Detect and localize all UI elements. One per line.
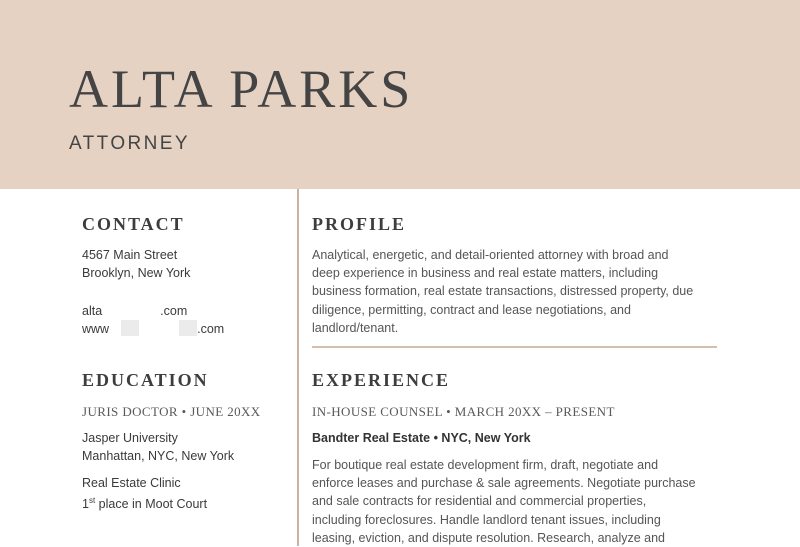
email-start: alta	[82, 304, 103, 318]
award-number: 1	[82, 497, 89, 512]
header-band	[0, 0, 800, 189]
website-link[interactable]	[82, 320, 282, 338]
address-line-1: 4567 Main Street	[82, 248, 178, 262]
email-end: .com	[160, 304, 188, 318]
profile-summary	[312, 246, 722, 337]
award-suffix: st	[88, 496, 96, 505]
experience-line: leasing, eviction, and dispute resolution. Research, analyze and	[312, 530, 665, 545]
column-divider	[297, 189, 299, 546]
section-divider	[312, 346, 717, 348]
redaction-block	[121, 320, 139, 336]
school-location: Manhattan, NYC, New York	[82, 449, 235, 463]
education-school	[82, 429, 234, 465]
education-activities	[82, 474, 207, 513]
profile-line: landlord/tenant.	[312, 320, 399, 335]
activity-clinic: Real Estate Clinic	[82, 476, 181, 490]
experience-line: including foreclosures. Handle landlord tenant issues, including	[312, 512, 661, 527]
candidate-name: ALTA PARKS	[69, 59, 414, 119]
experience-company: Bandter Real Estate • NYC, New York	[312, 431, 531, 445]
experience-description	[312, 456, 722, 547]
school-name: Jasper University	[82, 431, 178, 445]
experience-line: For boutique real estate development firm, draft, negotiate and	[312, 458, 659, 472]
profile-line: Analytical, energetic, and detail-oriented attorney with broad and	[312, 248, 669, 262]
redaction-block	[179, 320, 197, 336]
activity-award	[82, 492, 207, 513]
profile-line: business formation, real estate transactions, distressed property, due	[312, 284, 694, 299]
contact-address	[82, 246, 190, 282]
job-title: ATTORNEY	[69, 133, 190, 154]
web-start: www	[82, 322, 110, 336]
education-heading: EDUCATION	[82, 370, 209, 390]
award-text: place in Moot Court	[95, 497, 208, 512]
experience-line: and sale contracts for residential and commercial properties,	[312, 494, 647, 509]
experience-line: enforce leases and purchase & sale agreements. Negotiate purchase	[312, 476, 696, 491]
web-end: .com	[197, 322, 225, 336]
profile-line: deep experience in business and real estate matters, including	[312, 266, 659, 281]
experience-heading: EXPERIENCE	[312, 370, 451, 390]
profile-line: diligence, permitting, contract and lease negotiations, and	[312, 302, 631, 317]
email-link[interactable]	[82, 302, 282, 320]
address-line-2: Brooklyn, New York	[82, 266, 191, 280]
profile-heading: PROFILE	[312, 214, 407, 234]
contact-links	[82, 302, 282, 338]
experience-job-title: IN-HOUSE COUNSEL • MARCH 20XX – PRESENT	[312, 404, 615, 419]
contact-heading: CONTACT	[82, 214, 185, 234]
degree-line: JURIS DOCTOR • JUNE 20XX	[82, 404, 261, 419]
